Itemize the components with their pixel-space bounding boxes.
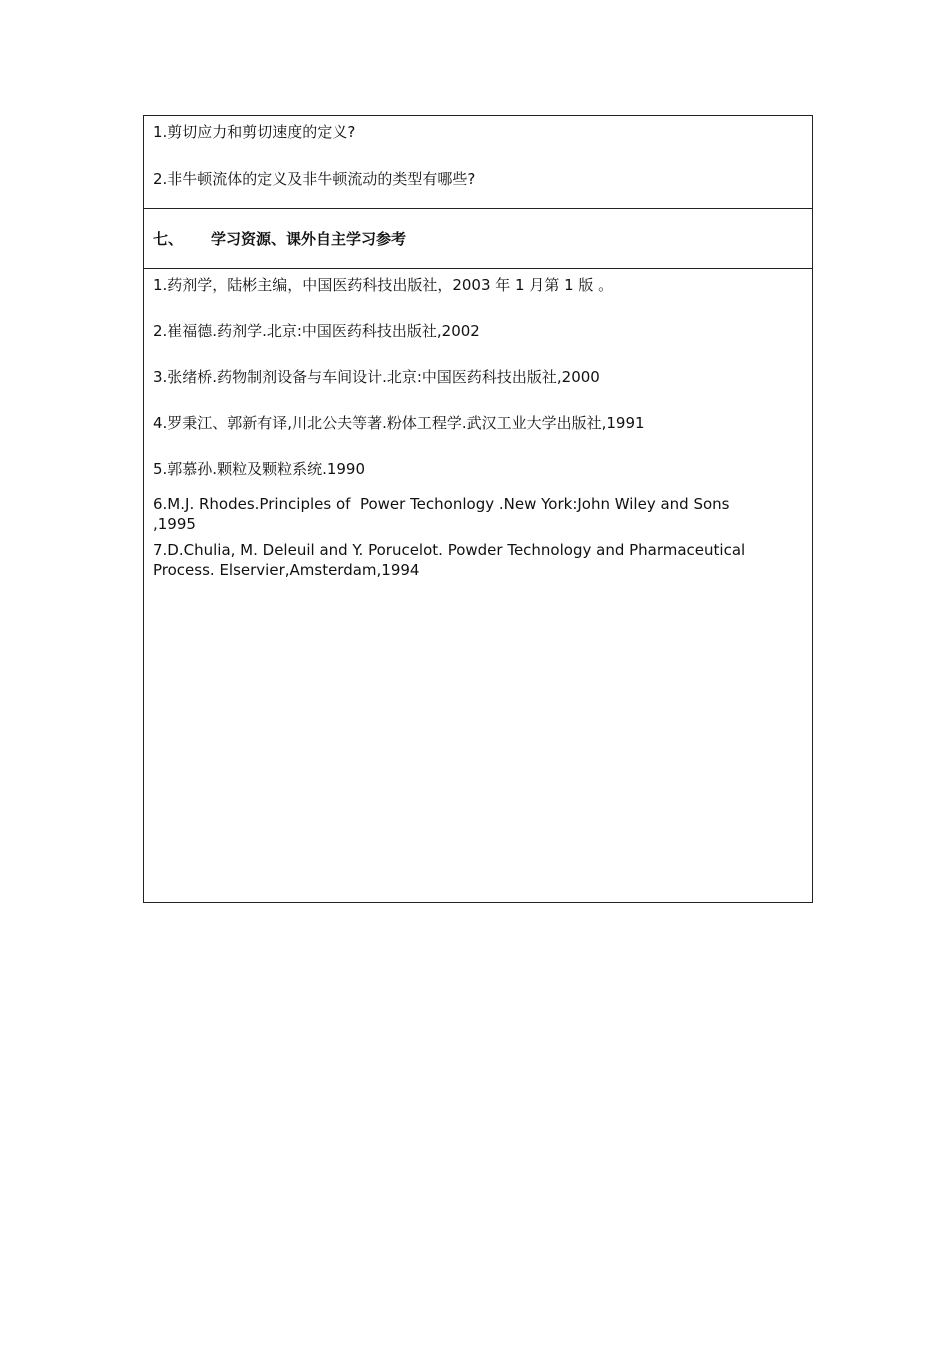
content-table — [143, 115, 813, 903]
question-2: 2.非牛顿流体的定义及非牛顿流动的类型有哪些? — [153, 170, 476, 188]
section-number: 七、 — [153, 230, 184, 248]
section-heading-cell — [144, 209, 812, 269]
reference-5: 5.郭慕孙.颗粒及颗粒系统.1990 — [153, 460, 366, 478]
question-1: 1.剪切应力和剪切速度的定义? — [153, 123, 356, 141]
references-cell — [144, 269, 812, 902]
reference-2: 2.崔福德.药剂学.北京:中国医药科技出版社,2002 — [153, 322, 480, 340]
reference-3: 3.张绪桥.药物制剂设备与车间设计.北京:中国医药科技出版社,2000 — [153, 368, 600, 386]
section-title: 学习资源、课外自主学习参考 — [211, 230, 407, 248]
reference-7: 7.D.Chulia, M. Deleuil and Y. Porucelot. Powder Technology and Pharmaceutical Process. Elservier,Amsterdam,1994 — [153, 541, 750, 579]
reference-6: 6.M.J. Rhodes.Principles of Power Techonlogy .New York:John Wiley and Sons ,1995 — [153, 495, 735, 533]
reference-4: 4.罗秉江、郭新有译,川北公夫等著.粉体工程学.武汉工业大学出版社,1991 — [153, 414, 645, 432]
reference-1: 1.药剂学，陆彬主编，中国医药科技出版社，2003 年 1 月第 1 版 。 — [153, 276, 614, 294]
questions-cell — [144, 116, 812, 209]
